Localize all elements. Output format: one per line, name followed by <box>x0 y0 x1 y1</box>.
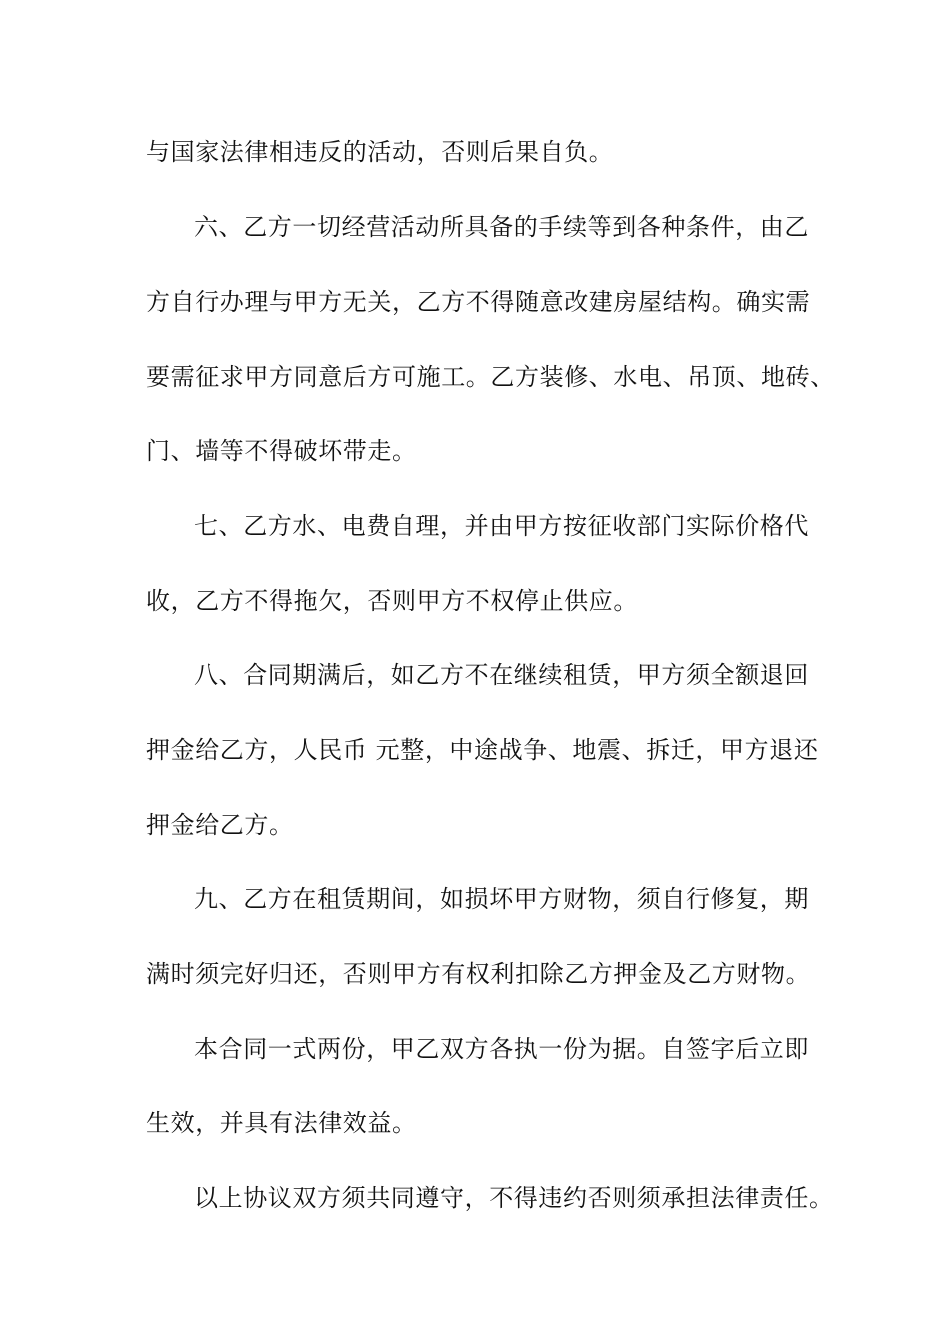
clause-6-line-2: 方自行办理与甲方无关，乙方不得随意改建房屋结构。确实需 <box>146 288 811 316</box>
clause-9-line-1: 九、乙方在租赁期间，如损坏甲方财物，须自行修复，期 <box>194 885 809 913</box>
final-clause-line: 以上协议双方须共同遵守，不得违约否则须承担法律责任。 <box>194 1184 834 1212</box>
clause-6-line-4: 门、墙等不得破坏带走。 <box>146 437 417 465</box>
clause-7-line-1: 七、乙方水、电费自理，并由甲方按征收部门实际价格代 <box>194 512 809 540</box>
copies-clause-line-2: 生效，并具有法律效益。 <box>146 1109 417 1137</box>
clause-6-line-3: 要需征求甲方同意后方可施工。乙方装修、水电、吊顶、地砖、 <box>146 363 835 391</box>
clause-6-line-1: 六、乙方一切经营活动所具备的手续等到各种条件，由乙 <box>194 213 809 241</box>
copies-clause-line-1: 本合同一式两份，甲乙双方各执一份为据。自签字后立即 <box>194 1035 809 1063</box>
clause-8-line-2: 押金给乙方，人民币 元整，中途战争、地震、拆迁，甲方退还 <box>146 736 819 764</box>
clause-8-line-1: 八、合同期满后，如乙方不在继续租赁，甲方须全额退回 <box>194 661 809 689</box>
clause-7-line-2: 收，乙方不得拖欠，否则甲方不权停止供应。 <box>146 587 638 615</box>
clause-8-line-3: 押金给乙方。 <box>146 811 294 839</box>
text-line-continuation: 与国家法律相违反的活动，否则后果自负。 <box>146 138 614 166</box>
clause-9-line-2: 满时须完好归还，否则甲方有权利扣除乙方押金及乙方财物。 <box>146 960 811 988</box>
